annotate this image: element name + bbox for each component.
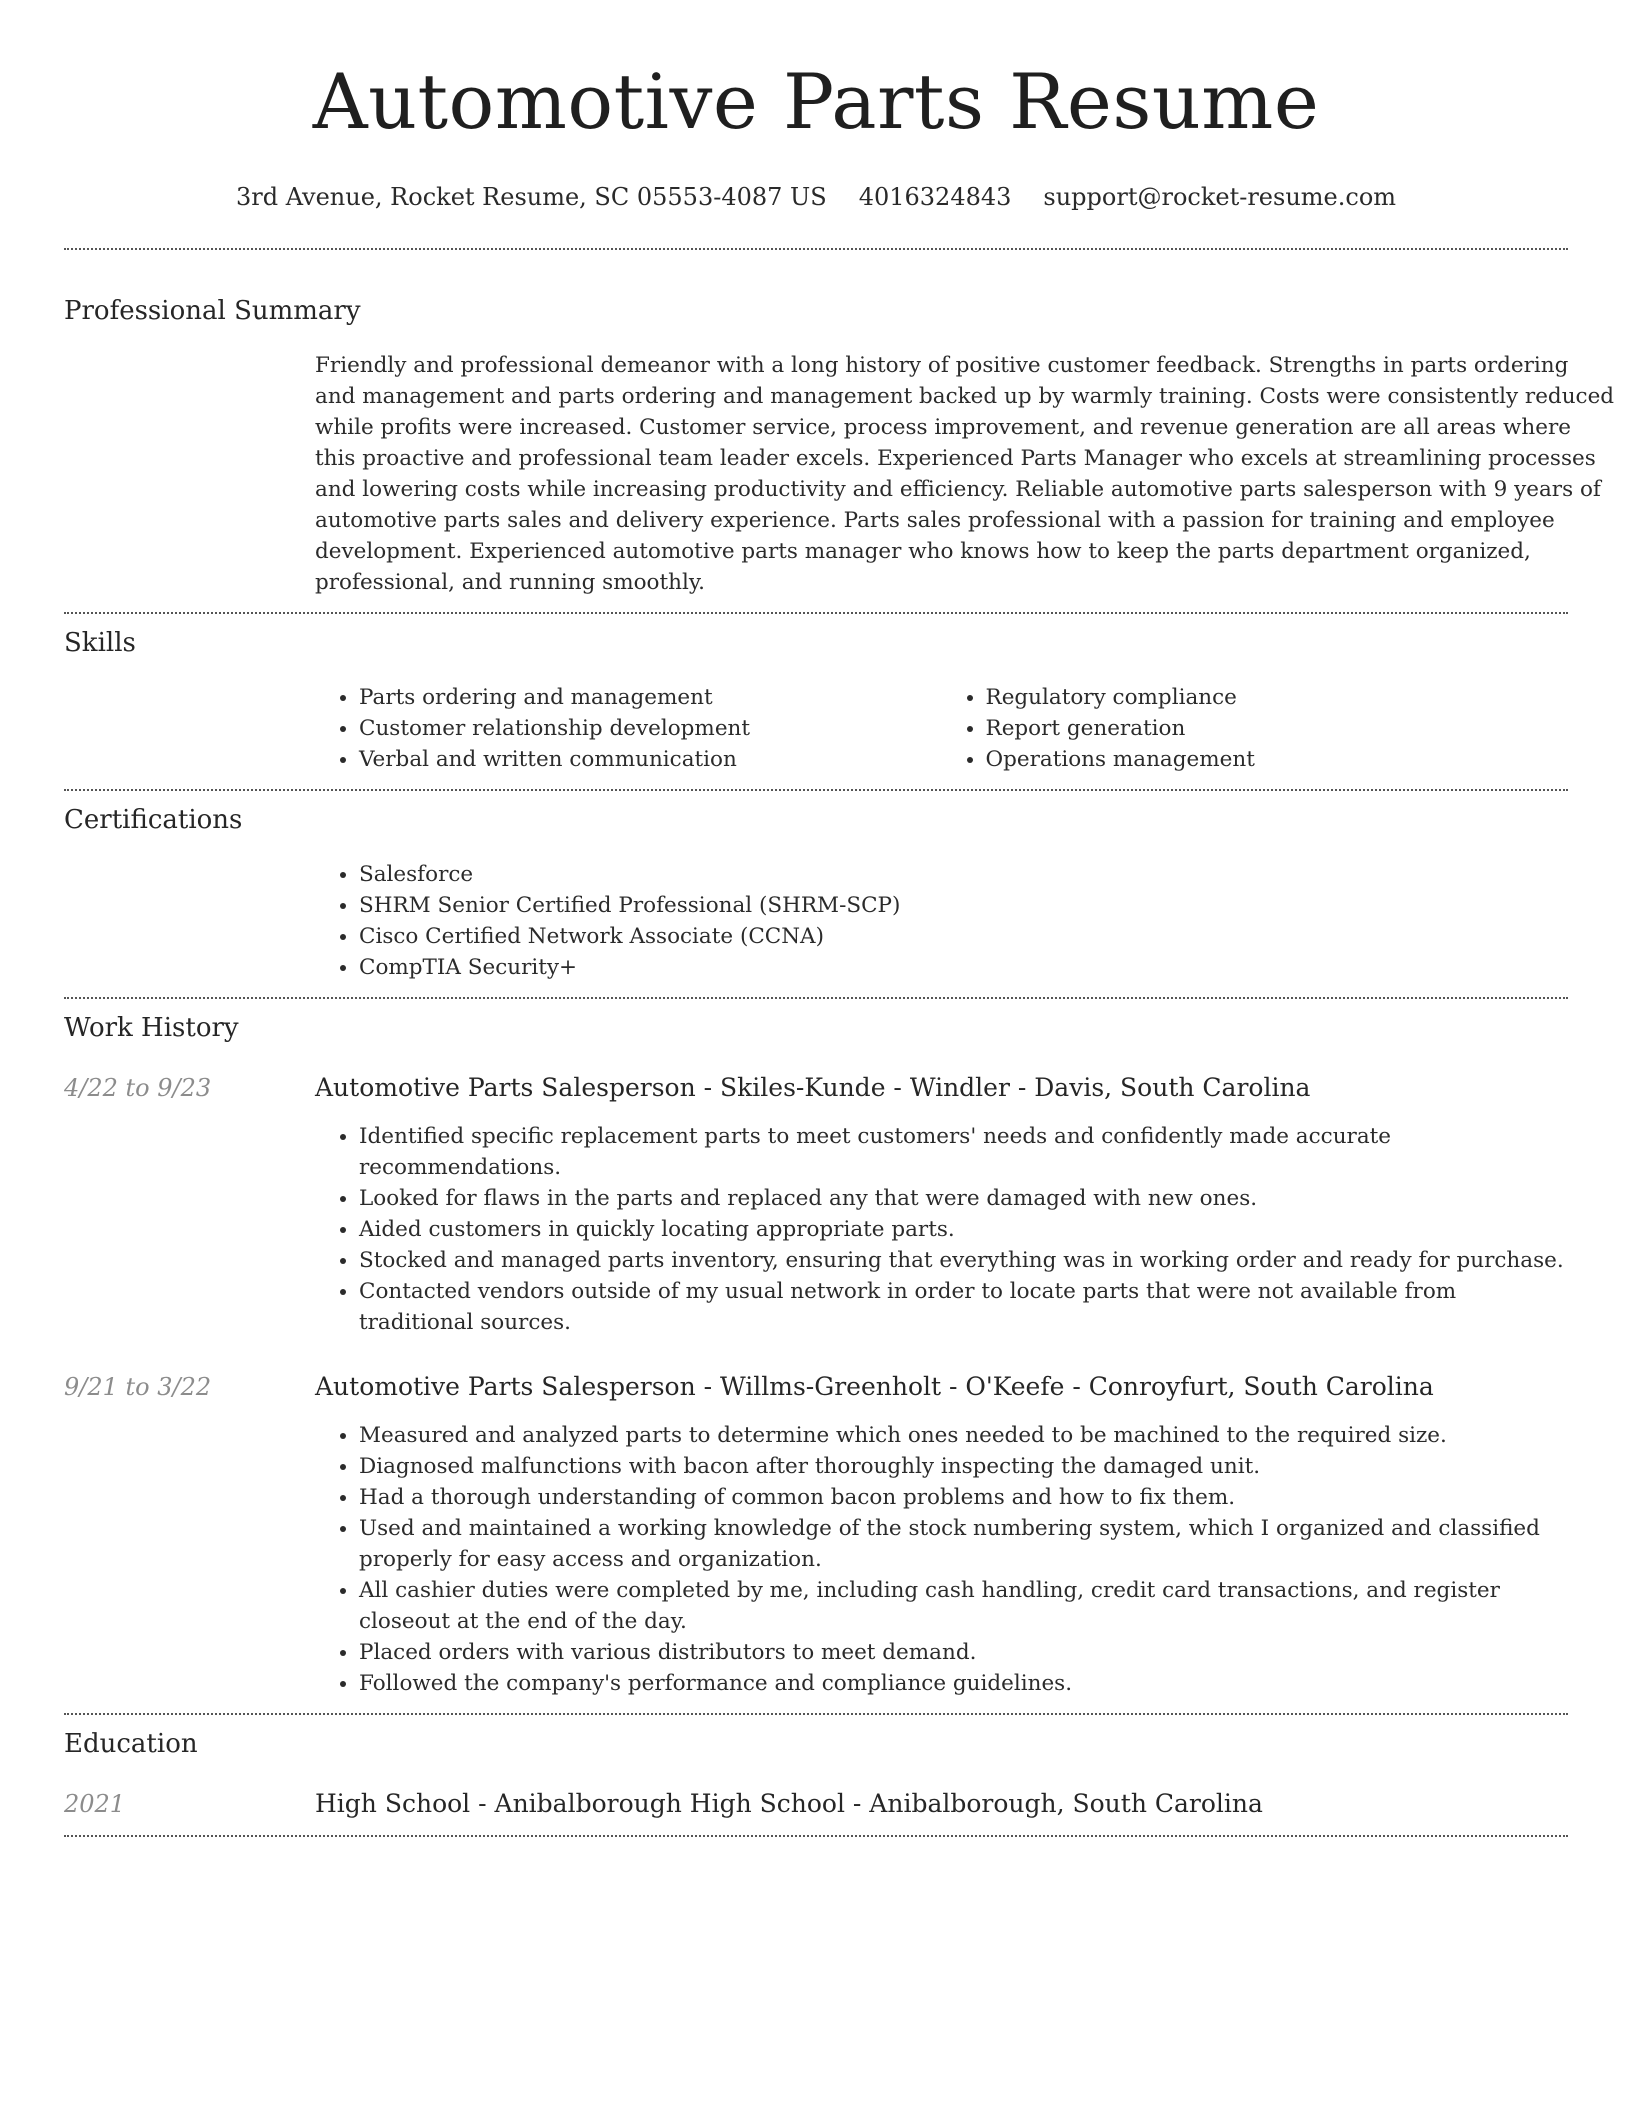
job-body	[315, 1372, 1568, 1699]
job-bullets	[315, 1420, 1568, 1699]
certification-item: • CompTIA Security+	[359, 952, 1568, 983]
skills-column-2	[942, 682, 1569, 775]
certifications-list	[315, 859, 1568, 983]
job-bullet: • Had a thorough understanding of common bacon problems and how to fix them.	[359, 1482, 1568, 1513]
certifications-heading: Certifications	[64, 805, 243, 835]
certification-item: • Cisco Certified Network Associate (CCNA)	[359, 921, 1568, 952]
contact-email: support@rocket-resume.com	[1043, 183, 1397, 211]
work-history-section	[64, 999, 1568, 1699]
education-entry	[64, 1789, 1568, 1819]
skills-heading: Skills	[64, 628, 136, 658]
job-bullet: • Used and maintained a working knowledge of the stock numbering system, which I organized and classified properly for easy access and organization.	[359, 1513, 1568, 1575]
skill-item: • Customer relationship development	[359, 713, 942, 744]
job-bullet: • All cashier duties were completed by me, including cash handling, credit card transactions, and register closeout at the end of the day.	[359, 1575, 1568, 1637]
job-bullet: • Measured and analyzed parts to determine which ones needed to be machined to the required size.	[359, 1420, 1568, 1451]
certification-item: • Salesforce	[359, 859, 1568, 890]
job-bullet: • Aided customers in quickly locating appropriate parts.	[359, 1214, 1568, 1245]
education-heading: Education	[64, 1729, 198, 1759]
skills-grid	[315, 682, 1568, 775]
job-bullet: • Followed the company's performance and compliance guidelines.	[359, 1668, 1568, 1699]
job-entry	[64, 1372, 1568, 1699]
education-body	[315, 1789, 1568, 1819]
work-history-heading: Work History	[64, 1013, 239, 1043]
summary-text: Friendly and professional demeanor with a long history of positive customer feedback. Strengths in parts ordering and management and parts ordering and management backed up by warmly training. Costs were consistently reduced while profits were increased. Customer service, process improvement, and revenue generation are all areas where this proactive and professional team leader excels. Experienced Parts Manager who excels at streamlining processes and lowering costs while increasing productivity and efficiency. Reliable automotive parts salesperson with 9 years of automotive parts sales and delivery experience. Parts sales professional with a passion for training and employee development. Experienced automotive parts manager who knows how to keep the parts department organized, professional, and running smoothly.	[315, 353, 1615, 595]
education-title: High School - Anibalborough High School - Anibalborough, South Carolina	[315, 1789, 1263, 1818]
job-body	[315, 1073, 1568, 1338]
job-bullet: • Contacted vendors outside of my usual network in order to locate parts that were not available from traditional sources.	[359, 1276, 1568, 1338]
skill-item: • Parts ordering and management	[359, 682, 942, 713]
job-bullet: • Placed orders with various distributors to meet demand.	[359, 1637, 1568, 1668]
job-entry	[64, 1073, 1568, 1338]
job-date: 9/21 to 3/22	[64, 1373, 212, 1401]
job-bullet: • Diagnosed malfunctions with bacon after thoroughly inspecting the damaged unit.	[359, 1451, 1568, 1482]
skills-column-1	[315, 682, 942, 775]
resume-title: Automotive Parts Resume	[312, 57, 1320, 146]
education-date: 2021	[64, 1790, 126, 1818]
education-section	[64, 1715, 1568, 1819]
job-bullet: • Looked for flaws in the parts and replaced any that were damaged with new ones.	[359, 1183, 1568, 1214]
job-title: Automotive Parts Salesperson - Skiles-Kunde - Windler - Davis, South Carolina	[315, 1073, 1311, 1102]
summary-heading: Professional Summary	[64, 296, 361, 326]
contact-line	[64, 182, 1568, 212]
job-bullet: • Identified specific replacement parts to meet customers' needs and confidently made accurate recommendations.	[359, 1121, 1568, 1183]
skill-item: • Regulatory compliance	[986, 682, 1569, 713]
skills-section	[64, 614, 1568, 775]
certifications-section	[64, 791, 1568, 983]
job-date: 4/22 to 9/23	[64, 1074, 212, 1102]
resume-page	[64, 0, 1615, 1837]
job-bullets	[315, 1121, 1568, 1338]
skill-item: • Verbal and written communication	[359, 744, 942, 775]
skill-item: • Operations management	[986, 744, 1569, 775]
job-bullet: • Stocked and managed parts inventory, ensuring that everything was in working order and ready for purchase.	[359, 1245, 1568, 1276]
contact-address: 3rd Avenue, Rocket Resume, SC 05553-4087 US	[235, 183, 827, 211]
divider	[64, 1835, 1568, 1837]
contact-phone: 4016324843	[858, 183, 1012, 211]
skill-item: • Report generation	[986, 713, 1569, 744]
job-title: Automotive Parts Salesperson - Willms-Greenholt - O'Keefe - Conroyfurt, South Carolina	[315, 1372, 1434, 1401]
certification-item: • SHRM Senior Certified Professional (SHRM-SCP)	[359, 890, 1568, 921]
summary-section	[64, 250, 1615, 598]
